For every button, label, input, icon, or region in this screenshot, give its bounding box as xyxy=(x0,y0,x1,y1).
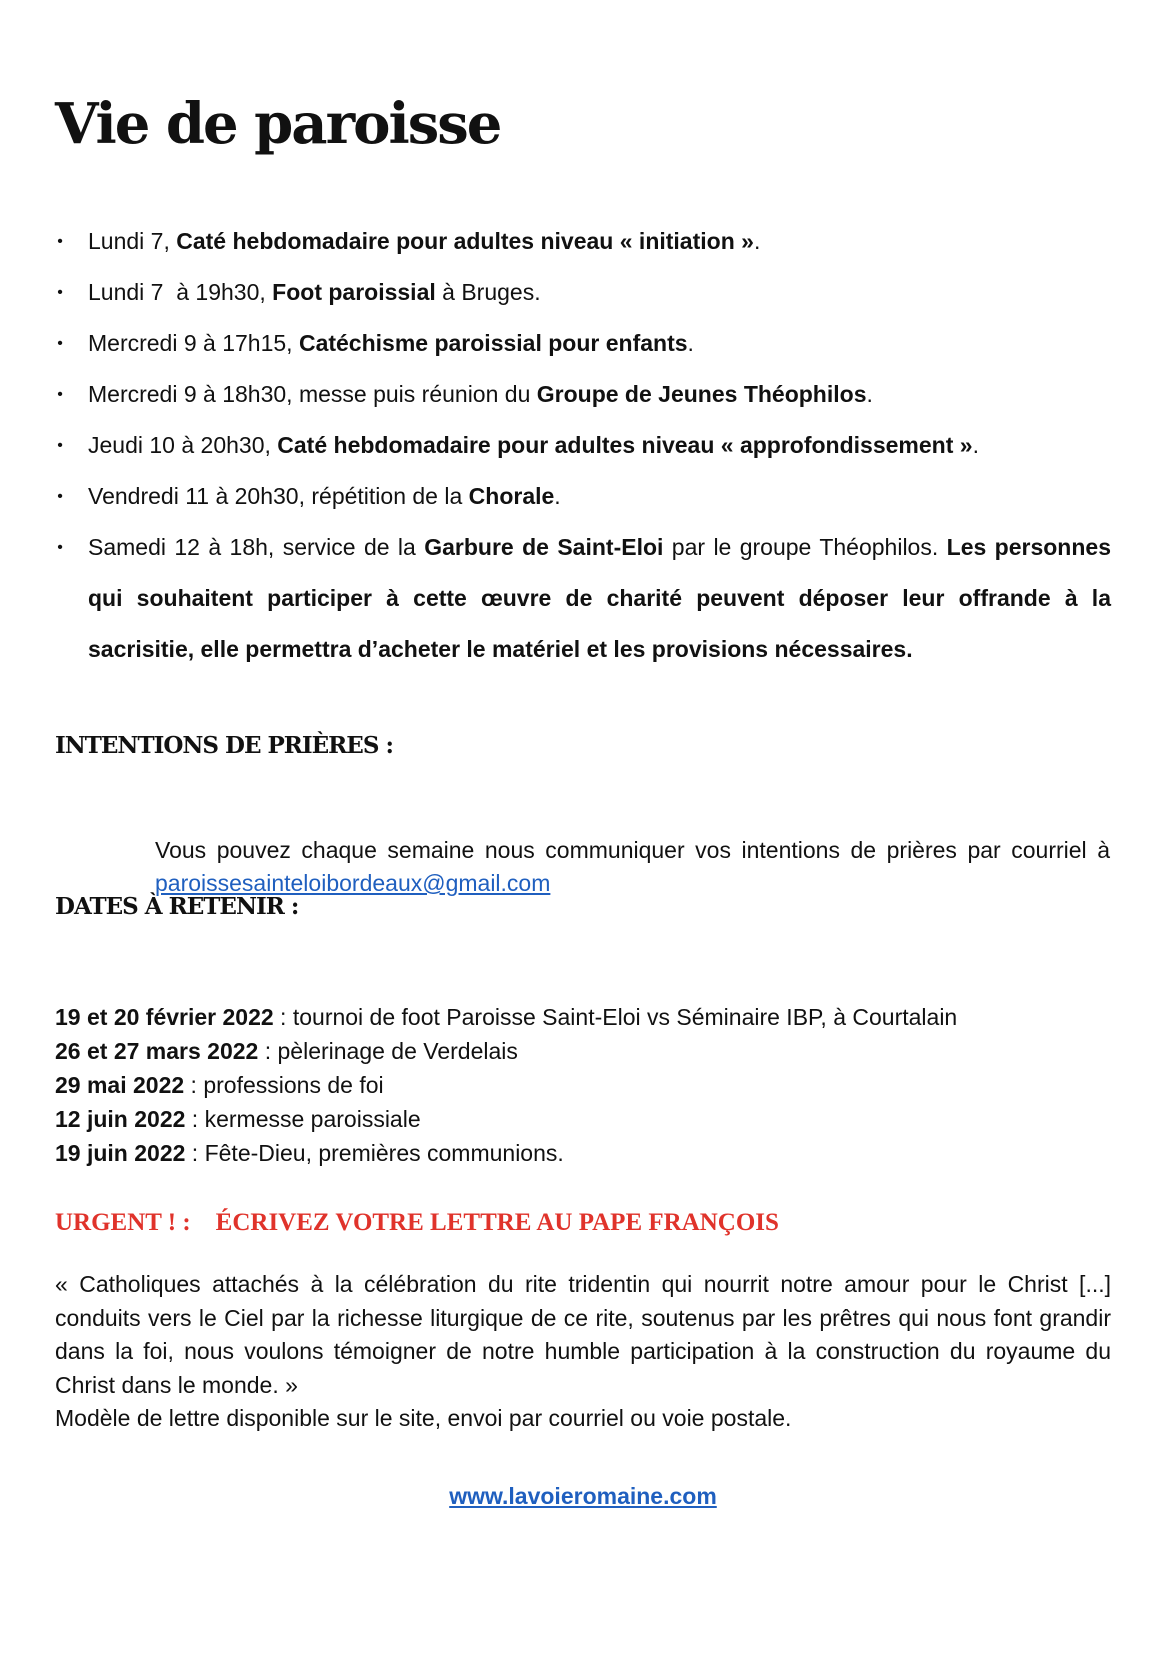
list-item xyxy=(55,1034,1115,1068)
date-label: 12 juin 2022 xyxy=(55,1106,186,1132)
event-text: . xyxy=(972,432,979,458)
event-note: Les personnes qui souhaitent participer à cette œuvre de charité peuvent déposer leur offrande à la sacrisitie, elle permettra d’acheter le matériel et les provisions nécessaires. xyxy=(88,534,1111,662)
prayers-heading: INTENTIONS DE PRIÈRES : xyxy=(55,732,393,759)
event-text: Lundi 7, xyxy=(88,228,177,254)
prayers-body: Vous pouvez chaque semaine nous communiquer vos intentions de prières par courriel à xyxy=(155,837,1110,863)
quote-text: « Catholiques attachés à la célébration du rite tridentin qui nourrit notre amour pour le Christ [...] conduits vers le Ciel par la richesse liturgique de ce rite, soutenus par les prêtres qui nous font grandir dans la foi, nous voulons témoigner de notre humble participation à la construction du royaume du Christ dans le monde. » xyxy=(55,1271,1111,1398)
event-title: Groupe de Jeunes Théophilos xyxy=(536,381,867,407)
bullet-icon: • xyxy=(57,233,63,250)
dates-heading: DATES À RETENIR : xyxy=(55,893,299,920)
date-description: : tournoi de foot Paroisse Saint-Eloi vs Séminaire IBP, à Courtalain xyxy=(273,1004,958,1030)
list-item xyxy=(55,1102,1115,1136)
event-title: Caté hebdomadaire pour adultes niveau « approfondissement » xyxy=(277,432,973,458)
list-item xyxy=(55,216,1111,267)
bullet-icon: • xyxy=(57,386,63,403)
date-description: : pèlerinage de Verdelais xyxy=(258,1038,518,1064)
event-text: Jeudi 10 à 20h30, xyxy=(88,432,278,458)
date-label: 29 mai 2022 xyxy=(55,1072,185,1098)
date-label: 19 juin 2022 xyxy=(55,1140,186,1166)
urgent-heading xyxy=(55,1209,779,1237)
events-list xyxy=(55,216,1111,675)
bullet-icon: • xyxy=(57,539,63,556)
event-title: Garbure de Saint-Eloi xyxy=(424,534,664,560)
bullet-icon: • xyxy=(57,335,63,352)
website-link[interactable]: www.lavoieromaine.com xyxy=(449,1483,717,1509)
event-text: Vendredi 11 à 20h30, répétition de la xyxy=(88,483,469,509)
list-item xyxy=(55,1136,1115,1170)
urgent-label: URGENT ! : xyxy=(55,1209,191,1236)
list-item xyxy=(55,420,1111,471)
bullet-icon: • xyxy=(57,437,63,454)
event-text: par le groupe Théophilos. xyxy=(663,534,947,560)
bullet-icon: • xyxy=(57,284,63,301)
list-item xyxy=(55,267,1111,318)
date-label: 26 et 27 mars 2022 xyxy=(55,1038,259,1064)
event-text: Samedi 12 à 18h, service de la xyxy=(88,534,425,560)
letter-quote xyxy=(55,1268,1111,1436)
list-item xyxy=(55,1068,1115,1102)
event-text: . xyxy=(687,330,694,356)
event-text: . xyxy=(554,483,561,509)
prayers-text xyxy=(155,834,1110,900)
date-description: : kermesse paroissiale xyxy=(185,1106,421,1132)
urgent-text: ÉCRIVEZ VOTRE LETTRE AU PAPE FRANÇOIS xyxy=(215,1209,779,1236)
event-text: Mercredi 9 à 18h30, messe puis réunion du xyxy=(88,381,537,407)
event-title: Caté hebdomadaire pour adultes niveau « initiation » xyxy=(176,228,754,254)
date-label: 19 et 20 février 2022 xyxy=(55,1004,274,1030)
email-link[interactable]: paroissesainteloibordeaux@gmail.com xyxy=(155,870,551,896)
list-item xyxy=(55,318,1111,369)
date-description: : professions de foi xyxy=(184,1072,384,1098)
list-item xyxy=(55,471,1111,522)
list-item xyxy=(55,1000,1115,1034)
list-item xyxy=(55,369,1111,420)
date-description: : Fête-Dieu, premières communions. xyxy=(185,1140,564,1166)
event-text: . xyxy=(753,228,761,254)
model-letter-note: Modèle de lettre disponible sur le site, envoi par courriel ou voie postale. xyxy=(55,1405,792,1431)
dates-list xyxy=(55,1000,1115,1170)
event-text: Mercredi 9 à 17h15, xyxy=(88,330,299,356)
event-title: Foot paroissial xyxy=(272,279,436,305)
event-text: . xyxy=(866,381,873,407)
website-footer xyxy=(0,1483,1166,1510)
event-title: Chorale xyxy=(468,483,555,509)
list-item xyxy=(55,522,1111,675)
event-text: Lundi 7 à 19h30, xyxy=(88,279,273,305)
event-title: Catéchisme paroissial pour enfants xyxy=(298,330,688,356)
page-title: Vie de paroisse xyxy=(55,91,501,157)
event-text: à Bruges. xyxy=(435,279,541,305)
bullet-icon: • xyxy=(57,488,63,505)
